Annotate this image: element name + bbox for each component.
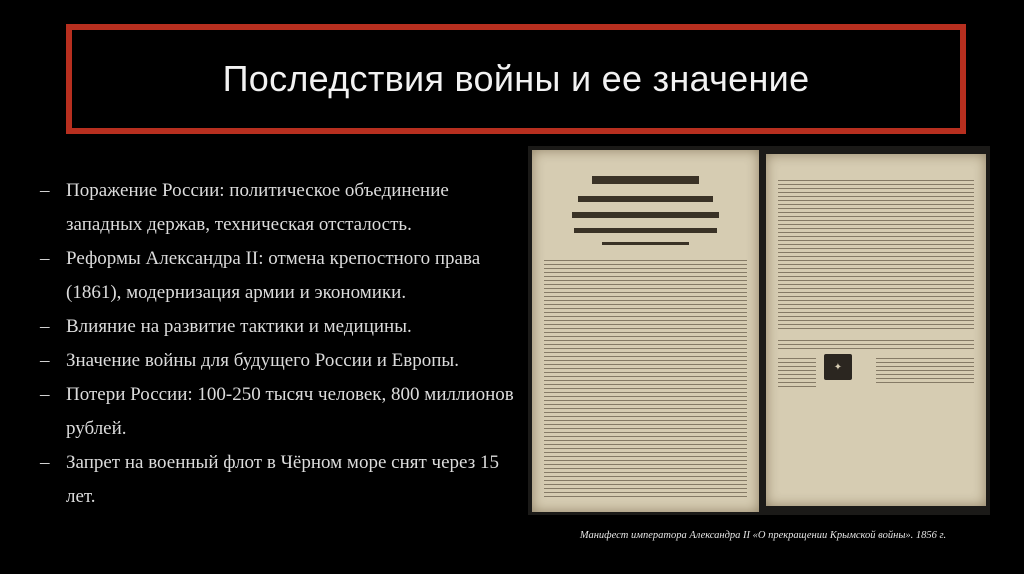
bullet-marker: – <box>40 452 50 473</box>
heading-line <box>602 242 689 245</box>
heading-line <box>572 212 719 218</box>
bullet-marker: – <box>40 350 50 371</box>
bullet-text: Потери России: 100-250 тысяч человек, 800 миллионов рублей. <box>66 384 514 439</box>
bullet-marker: – <box>40 180 50 201</box>
bullet-item <box>40 378 522 446</box>
heading-line <box>578 196 713 202</box>
text-block <box>876 358 974 384</box>
bullet-text: Влияние на развитие тактики и медицины. <box>66 316 412 337</box>
bullet-item <box>40 174 522 242</box>
text-block <box>778 180 974 330</box>
bullet-item <box>40 446 522 514</box>
bullet-item <box>40 242 522 310</box>
manifesto-right-page <box>766 154 986 506</box>
text-block <box>544 260 747 500</box>
slide-title: Последствия войны и ее значение <box>222 58 810 99</box>
text-block <box>778 358 816 388</box>
heading-line <box>574 228 717 233</box>
title-banner <box>66 24 966 134</box>
manifesto-image <box>528 146 990 515</box>
seal-icon: ✦ <box>824 354 852 380</box>
bullet-text: Поражение России: политическое объединение западных держав, техническая отсталость. <box>66 180 449 235</box>
bullet-item <box>40 310 522 344</box>
bullet-list <box>40 174 522 514</box>
bullet-text: Запрет на военный флот в Чёрном море снят через 15 лет. <box>66 452 499 507</box>
image-caption: Манифест императора Александра II «О прекращении Крымской войны». 1856 г. <box>579 530 947 541</box>
manifesto-left-page <box>532 150 759 512</box>
bullet-marker: – <box>40 316 50 337</box>
bullet-item <box>40 344 522 378</box>
bullet-marker: – <box>40 384 50 405</box>
heading-line <box>592 176 699 184</box>
bullet-marker: – <box>40 248 50 269</box>
bullet-text: Значение войны для будущего России и Европы. <box>66 350 459 371</box>
text-block <box>778 340 974 352</box>
bullet-text: Реформы Александра II: отмена крепостного права (1861), модернизация армии и экономики. <box>66 248 481 303</box>
